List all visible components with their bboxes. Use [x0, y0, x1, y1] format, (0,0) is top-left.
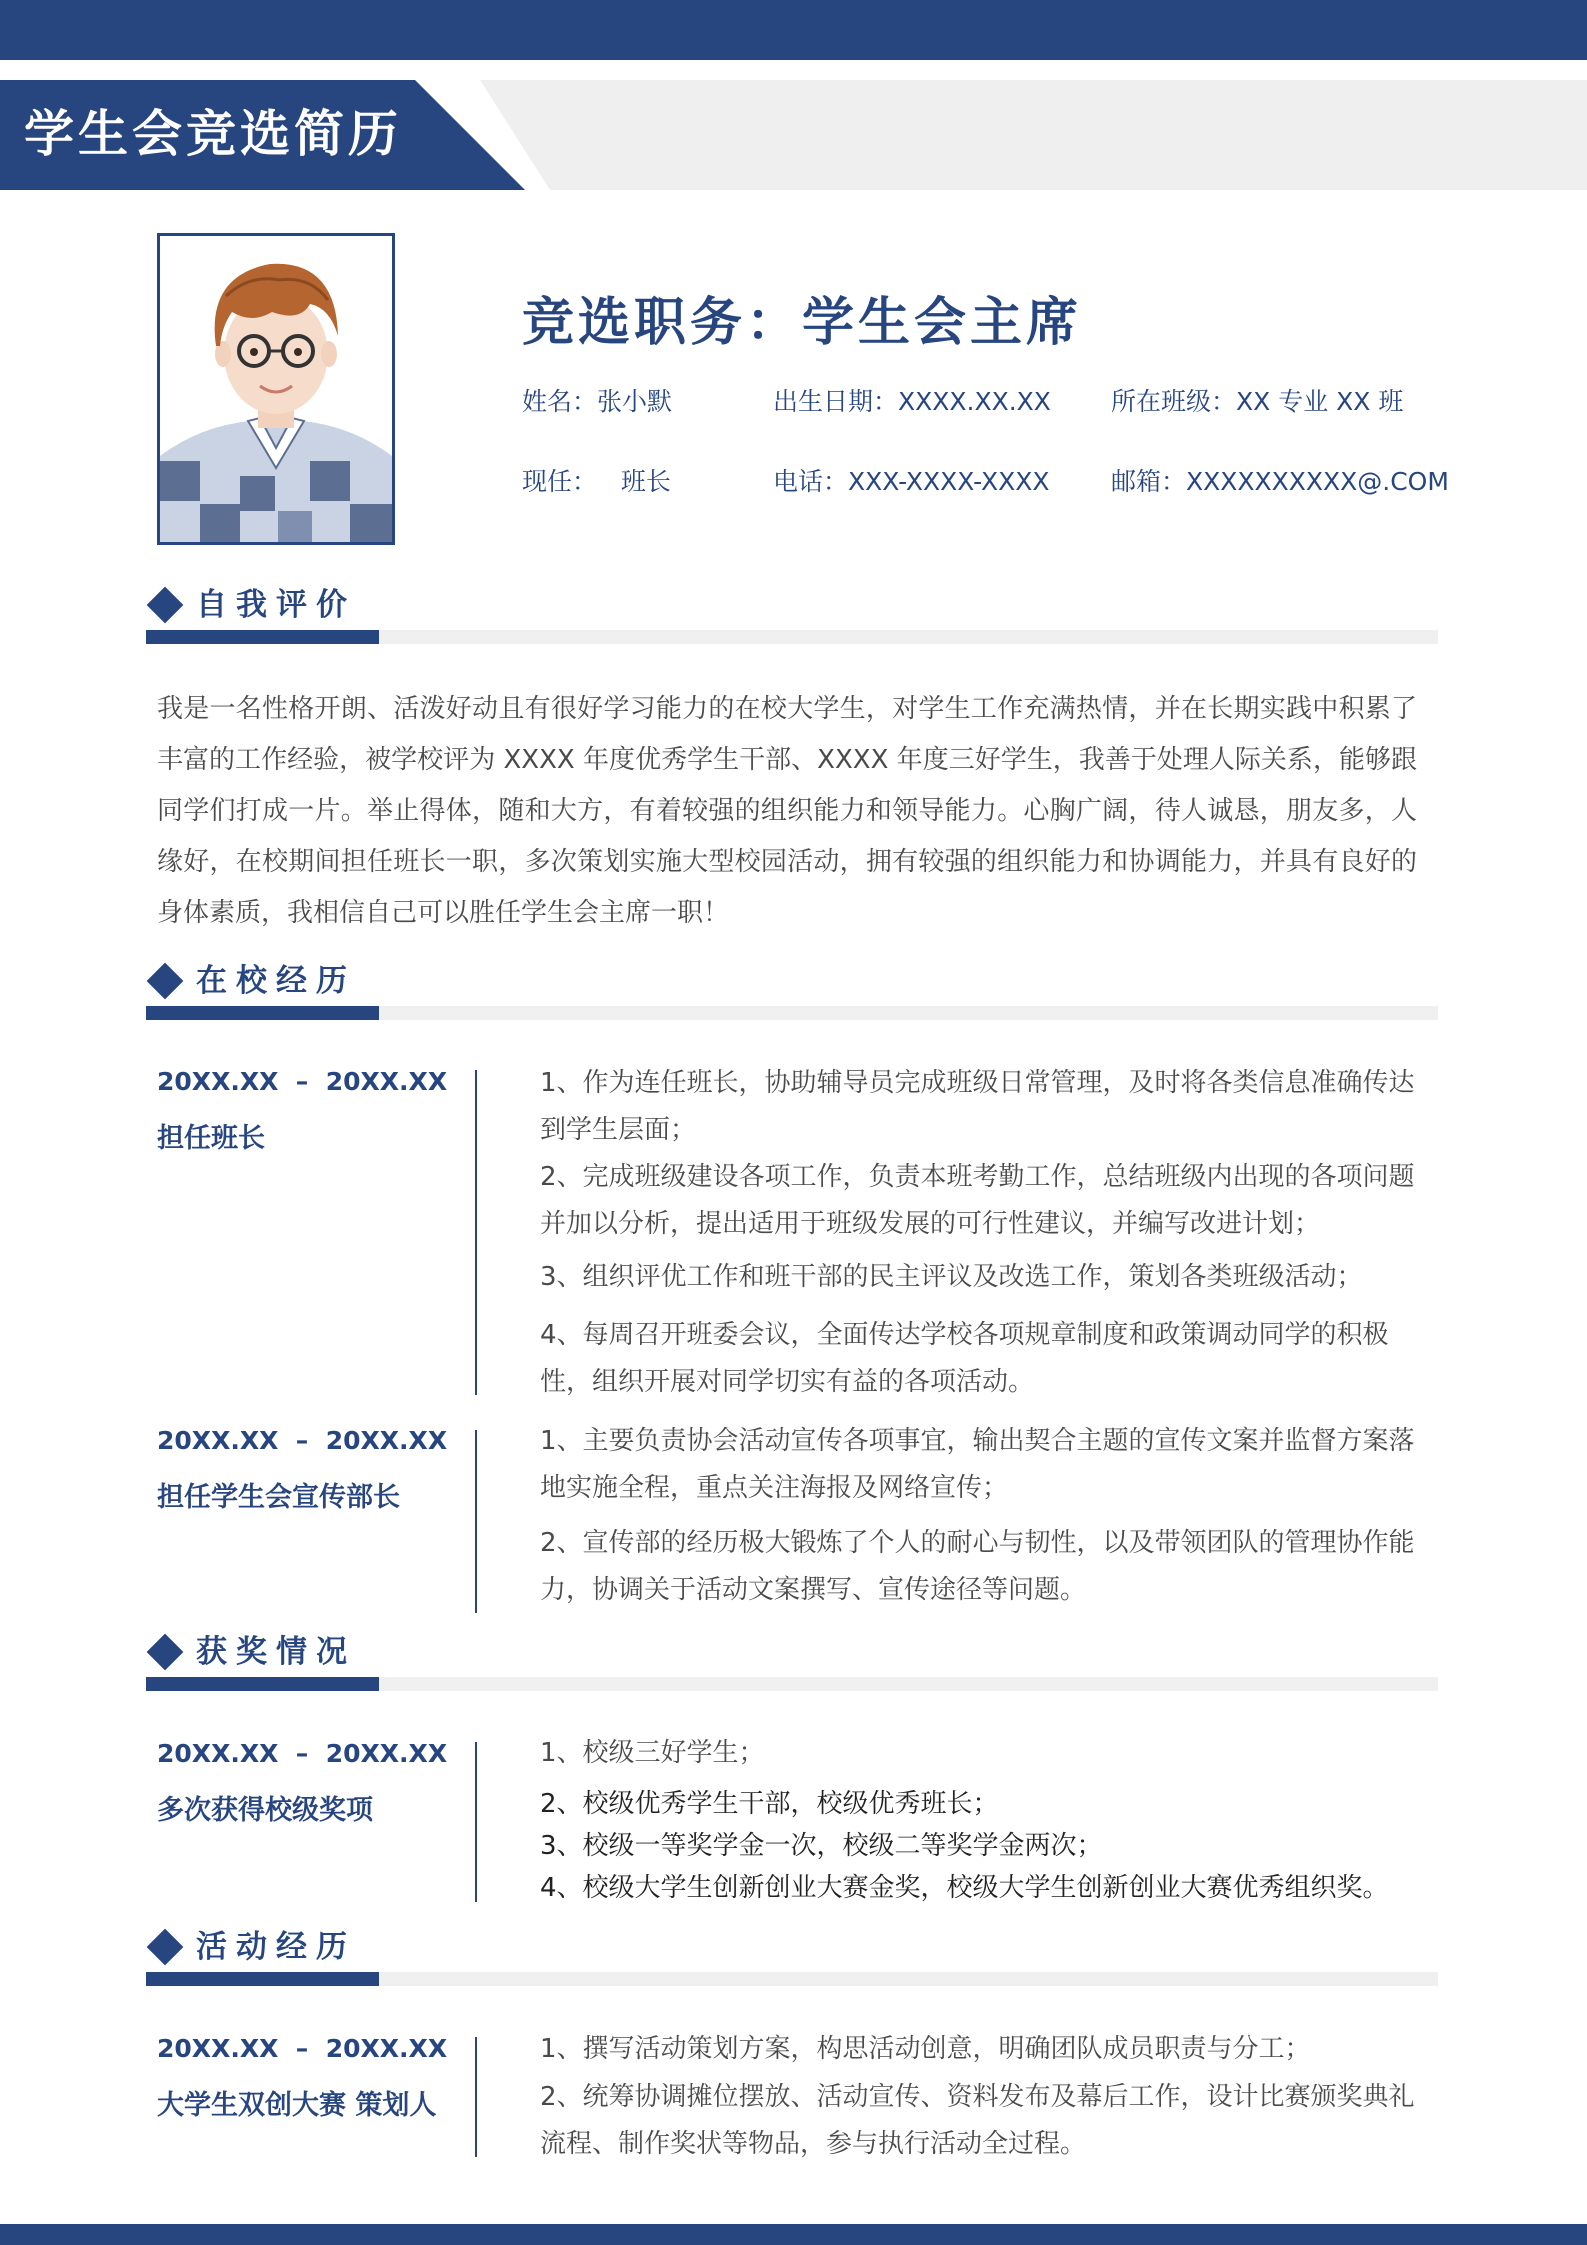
entry-role: 担任学生会宣传部长 — [157, 1482, 400, 1513]
section-divider-accent — [146, 1677, 379, 1691]
section-divider-accent — [146, 630, 379, 644]
section-title: 自我评价 — [196, 587, 356, 623]
section-school — [146, 960, 1438, 1020]
name-field: 姓名：张小默 — [522, 387, 673, 416]
bottom-bar — [0, 2224, 1587, 2245]
diamond-icon — [147, 587, 184, 624]
list-item: 2、校级优秀学生干部，校级优秀班长； — [540, 1789, 999, 1819]
entry-date: 20XX.XX – 20XX.XX — [157, 1426, 448, 1455]
profile-photo — [157, 233, 395, 545]
position-title: 竞选职务：学生会主席 — [522, 292, 1083, 353]
list-item: 1、作为连任班长，协助辅导员完成班级日常管理，及时将各类信息准确传达到学生层面； — [540, 1068, 1415, 1145]
entry-date: 20XX.XX – 20XX.XX — [157, 1067, 448, 1096]
avatar-illustration — [160, 236, 392, 542]
list-item: 4、校级大学生创新创业大赛金奖，校级大学生创新创业大赛优秀组织奖。 — [540, 1873, 1389, 1903]
section-activities — [146, 1926, 1438, 1986]
timeline-line — [475, 2037, 477, 2157]
list-item: 4、每周召开班委会议，全面传达学校各项规章制度和政策调动同学的积极性，组织开展对同学切实有益的各项活动。 — [540, 1320, 1389, 1397]
resume-title: 学生会竞选简历 — [24, 105, 402, 163]
section-title: 活动经历 — [196, 1929, 356, 1965]
self-eval-text: 我是一名性格开朗、活泼好动且有很好学习能力的在校大学生，对学生工作充满热情，并在长期实践中积累了丰富的工作经验，被学校评为 XXXX 年度优秀学生干部、XXXX 年度三好学生，我善于处理人际关系，能够跟同学们打成一片。举止得体，随和大方，有着较强的组织能力和领导能力。心胸广阔，待人诚恳，朋友多，人缘好，在校期间担任班长一职，多次策划实施大型校园活动，拥有较强的组织能力和协调能力，并具有良好的身体素质，我相信自己可以胜任学生会主席一职！ — [157, 694, 1417, 928]
top-bar — [0, 0, 1587, 60]
section-divider-accent — [146, 1972, 379, 1986]
phone-field: 电话：XXX-XXXX-XXXX — [773, 467, 1050, 496]
list-item: 2、宣传部的经历极大锻炼了个人的耐心与韧性，以及带领团队的管理协作能力，协调关于活动文案撰写、宣传途径等问题。 — [540, 1528, 1415, 1605]
section-self-eval — [146, 584, 1438, 644]
timeline-line — [475, 1070, 477, 1395]
entry-date: 20XX.XX – 20XX.XX — [157, 1739, 448, 1768]
diamond-icon — [147, 1929, 184, 1966]
list-item: 1、校级三好学生； — [540, 1738, 765, 1768]
list-item: 2、统筹协调摊位摆放、活动宣传、资料发布及幕后工作，设计比赛颁奖典礼流程、制作奖状等物品，参与执行活动全过程。 — [540, 2082, 1415, 2159]
diamond-icon — [147, 963, 184, 1000]
entry-role: 大学生双创大赛 策划人 — [157, 2090, 437, 2121]
section-awards — [146, 1631, 1438, 1691]
birth-field: 出生日期：XXXX.XX.XX — [773, 387, 1051, 416]
list-item: 3、校级一等奖学金一次，校级二等奖学金两次； — [540, 1831, 1103, 1861]
section-title: 获奖情况 — [196, 1634, 356, 1670]
section-divider-accent — [146, 1006, 379, 1020]
timeline-line — [475, 1430, 477, 1613]
entry-role: 担任班长 — [157, 1123, 265, 1154]
class-field: 所在班级：XX 专业 XX 班 — [1111, 387, 1404, 416]
email-field: 邮箱：XXXXXXXXXX@.COM — [1111, 467, 1449, 496]
entry-date: 20XX.XX – 20XX.XX — [157, 2034, 448, 2063]
list-item: 3、组织评优工作和班干部的民主评议及改选工作，策划各类班级活动； — [540, 1262, 1363, 1292]
timeline-line — [475, 1742, 477, 1902]
section-title: 在校经历 — [196, 963, 356, 999]
diamond-icon — [147, 1634, 184, 1671]
list-item: 1、撰写活动策划方案，构思活动创意，明确团队成员职责与分工； — [540, 2034, 1311, 2064]
list-item: 1、主要负责协会活动宣传各项事宜，输出契合主题的宣传文案并监督方案落地实施全程，重点关注海报及网络宣传； — [540, 1426, 1415, 1503]
current-role-field: 现任： 班长 — [522, 467, 671, 496]
header-grey-band — [480, 80, 1587, 190]
entry-role: 多次获得校级奖项 — [157, 1795, 373, 1826]
list-item: 2、完成班级建设各项工作，负责本班考勤工作，总结班级内出现的各项问题并加以分析，提出适用于班级发展的可行性建议，并编写改进计划； — [540, 1162, 1415, 1239]
